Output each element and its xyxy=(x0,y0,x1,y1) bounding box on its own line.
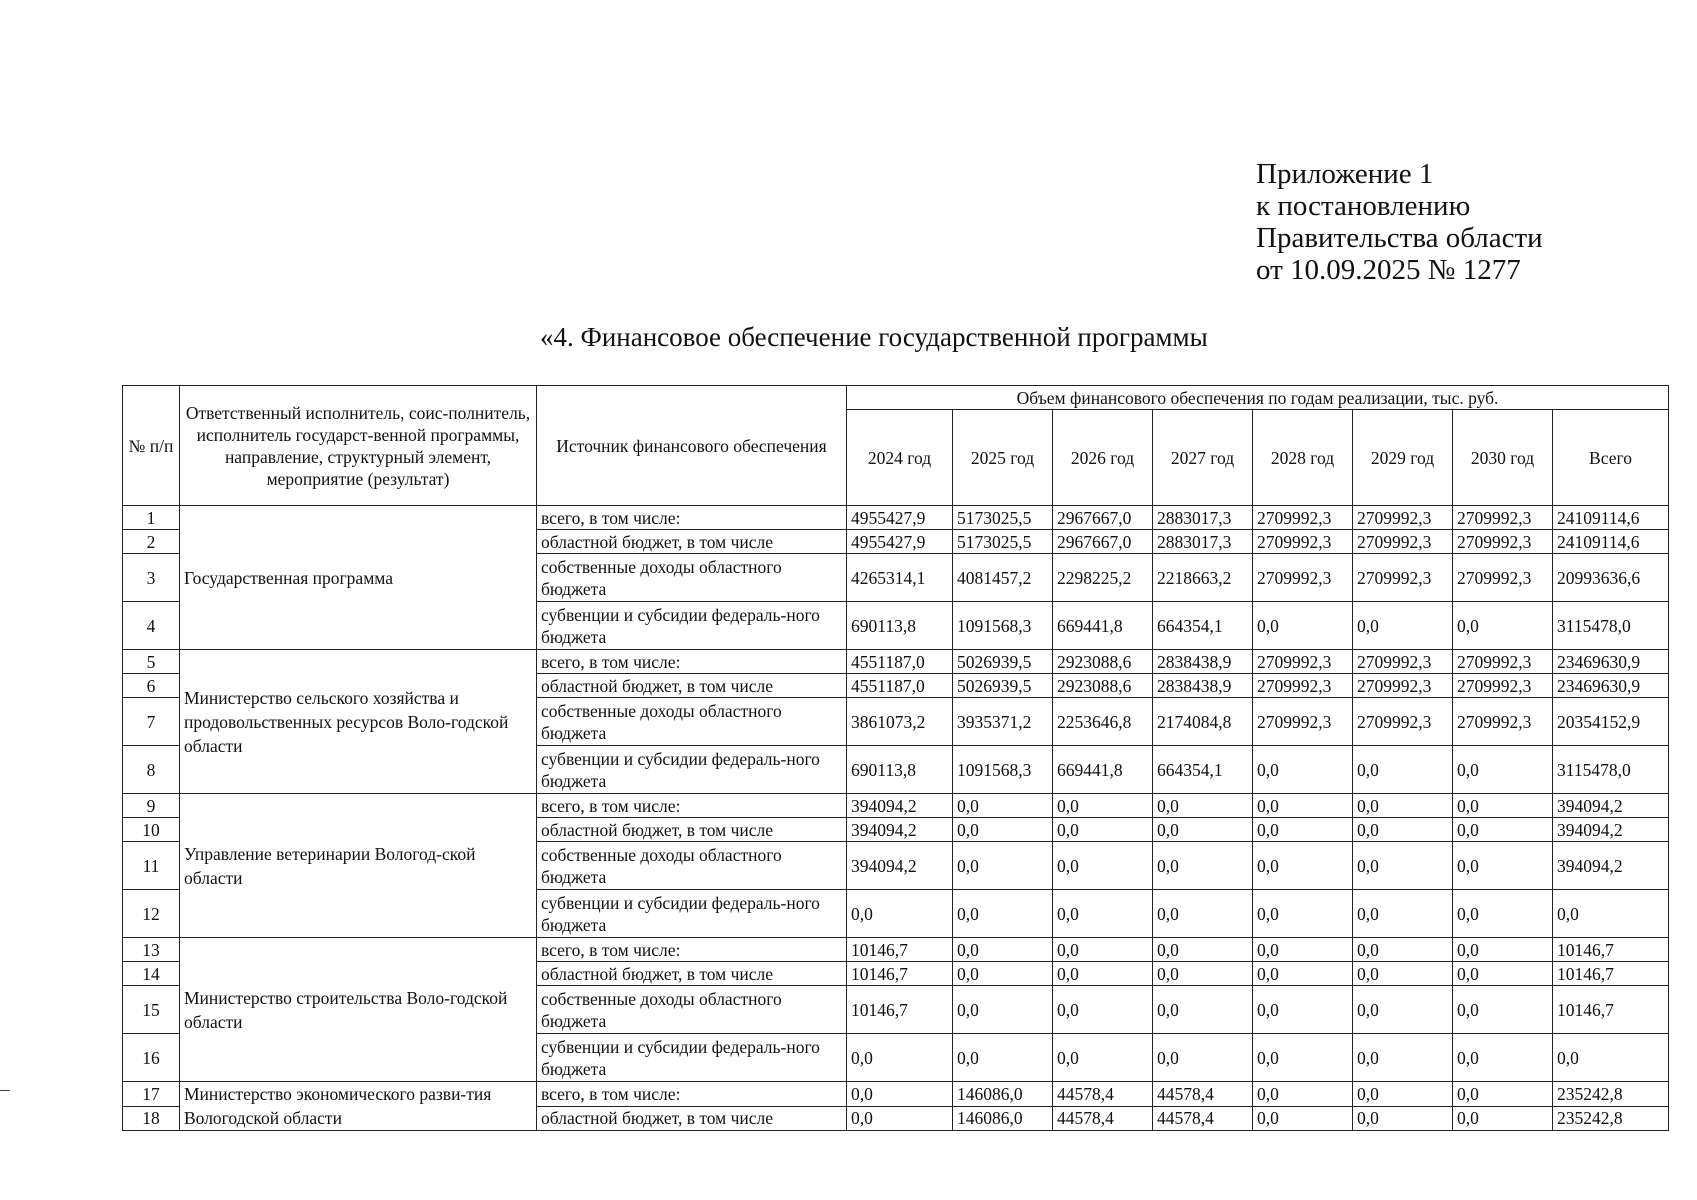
financing-table xyxy=(122,385,1669,1131)
source-cell: собственные доходы областного бюджета xyxy=(537,554,847,602)
total-cell: 23469630,9 xyxy=(1553,650,1669,674)
row-number: 14 xyxy=(123,962,180,986)
value-cell: 0,0 xyxy=(1353,986,1453,1034)
row-number: 10 xyxy=(123,818,180,842)
header-year: 2026 год xyxy=(1053,410,1153,506)
source-cell: собственные доходы областного бюджета xyxy=(537,842,847,890)
annex-block xyxy=(1256,158,1543,286)
source-cell: всего, в том числе: xyxy=(537,506,847,530)
value-cell: 0,0 xyxy=(1153,962,1253,986)
value-cell: 0,0 xyxy=(1053,890,1153,938)
row-number: 12 xyxy=(123,890,180,938)
value-cell: 10146,7 xyxy=(847,938,953,962)
value-cell: 0,0 xyxy=(1453,602,1553,650)
executor-cell: Министерство строительства Воло-годской области xyxy=(180,938,537,1082)
row-number: 17 xyxy=(123,1082,180,1107)
annex-line-3: Правительства области xyxy=(1256,222,1543,254)
row-number: 2 xyxy=(123,530,180,554)
value-cell: 4265314,1 xyxy=(847,554,953,602)
value-cell: 394094,2 xyxy=(847,794,953,818)
header-volume: Объем финансового обеспечения по годам реализации, тыс. руб. xyxy=(847,386,1669,410)
value-cell: 4551187,0 xyxy=(847,650,953,674)
value-cell: 4955427,9 xyxy=(847,530,953,554)
value-cell: 0,0 xyxy=(1153,890,1253,938)
value-cell: 4551187,0 xyxy=(847,674,953,698)
value-cell: 3935371,2 xyxy=(953,698,1053,746)
value-cell: 0,0 xyxy=(1453,794,1553,818)
value-cell: 2967667,0 xyxy=(1053,506,1153,530)
header-number: № п/п xyxy=(123,386,180,506)
total-cell: 235242,8 xyxy=(1553,1082,1669,1107)
value-cell: 10146,7 xyxy=(847,962,953,986)
value-cell: 0,0 xyxy=(847,1106,953,1131)
total-cell: 394094,2 xyxy=(1553,818,1669,842)
value-cell: 146086,0 xyxy=(953,1106,1053,1131)
value-cell: 2709992,3 xyxy=(1453,698,1553,746)
total-cell: 24109114,6 xyxy=(1553,530,1669,554)
value-cell: 0,0 xyxy=(1053,1034,1153,1082)
executor-cell: Управление ветеринарии Вологод-ской области xyxy=(180,794,537,938)
source-cell: областной бюджет, в том числе xyxy=(537,674,847,698)
header-year: 2025 год xyxy=(953,410,1053,506)
annex-line-1: Приложение 1 xyxy=(1256,158,1434,190)
value-cell: 2709992,3 xyxy=(1253,506,1353,530)
value-cell: 0,0 xyxy=(1253,794,1353,818)
value-cell: 0,0 xyxy=(1453,746,1553,794)
value-cell: 0,0 xyxy=(953,986,1053,1034)
executor-cell: Министерство сельского хозяйства и продовольственных ресурсов Воло-годской области xyxy=(180,650,537,794)
value-cell: 0,0 xyxy=(1453,842,1553,890)
value-cell: 0,0 xyxy=(1353,818,1453,842)
value-cell: 44578,4 xyxy=(1153,1082,1253,1107)
value-cell: 0,0 xyxy=(1053,794,1153,818)
row-number: 11 xyxy=(123,842,180,890)
value-cell: 394094,2 xyxy=(847,842,953,890)
value-cell: 2838438,9 xyxy=(1153,650,1253,674)
value-cell: 0,0 xyxy=(847,890,953,938)
value-cell: 2174084,8 xyxy=(1153,698,1253,746)
value-cell: 2923088,6 xyxy=(1053,650,1153,674)
annex-line-2: к постановлению xyxy=(1256,190,1471,222)
value-cell: 0,0 xyxy=(1353,962,1453,986)
value-cell: 0,0 xyxy=(1353,1034,1453,1082)
value-cell: 0,0 xyxy=(1253,890,1353,938)
total-cell: 394094,2 xyxy=(1553,842,1669,890)
total-cell: 3115478,0 xyxy=(1553,602,1669,650)
value-cell: 0,0 xyxy=(1353,1106,1453,1131)
source-cell: всего, в том числе: xyxy=(537,794,847,818)
value-cell: 2709992,3 xyxy=(1453,650,1553,674)
value-cell: 0,0 xyxy=(1053,938,1153,962)
value-cell: 2709992,3 xyxy=(1253,674,1353,698)
value-cell: 2709992,3 xyxy=(1253,650,1353,674)
value-cell: 0,0 xyxy=(1453,986,1553,1034)
value-cell: 2709992,3 xyxy=(1353,554,1453,602)
value-cell: 0,0 xyxy=(953,890,1053,938)
annex-line-4: от 10.09.2025 № 1277 xyxy=(1256,254,1521,286)
margin-mark xyxy=(0,1090,10,1091)
value-cell: 0,0 xyxy=(1353,842,1453,890)
value-cell: 0,0 xyxy=(847,1034,953,1082)
source-cell: областной бюджет, в том числе xyxy=(537,530,847,554)
value-cell: 1091568,3 xyxy=(953,746,1053,794)
value-cell: 0,0 xyxy=(953,962,1053,986)
row-number: 5 xyxy=(123,650,180,674)
value-cell: 44578,4 xyxy=(1153,1106,1253,1131)
header-year: 2030 год xyxy=(1453,410,1553,506)
value-cell: 2709992,3 xyxy=(1353,506,1453,530)
value-cell: 2709992,3 xyxy=(1353,674,1453,698)
total-cell: 20354152,9 xyxy=(1553,698,1669,746)
table-row xyxy=(123,506,1669,530)
value-cell: 0,0 xyxy=(1353,1082,1453,1107)
value-cell: 0,0 xyxy=(953,794,1053,818)
value-cell: 0,0 xyxy=(847,1082,953,1107)
source-cell: всего, в том числе: xyxy=(537,938,847,962)
value-cell: 0,0 xyxy=(1353,746,1453,794)
value-cell: 0,0 xyxy=(1253,1106,1353,1131)
value-cell: 0,0 xyxy=(1153,938,1253,962)
value-cell: 0,0 xyxy=(1253,842,1353,890)
value-cell: 0,0 xyxy=(1353,938,1453,962)
value-cell: 2709992,3 xyxy=(1453,554,1553,602)
row-number: 18 xyxy=(123,1106,180,1131)
executor-cell: Министерство экономического разви-тия Вологодской области xyxy=(180,1082,537,1131)
source-cell: субвенции и субсидии федераль-ного бюджета xyxy=(537,602,847,650)
value-cell: 669441,8 xyxy=(1053,746,1153,794)
value-cell: 2709992,3 xyxy=(1353,698,1453,746)
source-cell: всего, в том числе: xyxy=(537,650,847,674)
value-cell: 690113,8 xyxy=(847,602,953,650)
value-cell: 146086,0 xyxy=(953,1082,1053,1107)
header-year: 2029 год xyxy=(1353,410,1453,506)
value-cell: 669441,8 xyxy=(1053,602,1153,650)
table-row xyxy=(123,938,1669,962)
source-cell: субвенции и субсидии федераль-ного бюджета xyxy=(537,746,847,794)
total-cell: 0,0 xyxy=(1553,890,1669,938)
value-cell: 2923088,6 xyxy=(1053,674,1153,698)
value-cell: 2709992,3 xyxy=(1453,674,1553,698)
total-cell: 3115478,0 xyxy=(1553,746,1669,794)
value-cell: 0,0 xyxy=(1253,818,1353,842)
value-cell: 0,0 xyxy=(1153,842,1253,890)
value-cell: 2298225,2 xyxy=(1053,554,1153,602)
value-cell: 2838438,9 xyxy=(1153,674,1253,698)
header-source: Источник финансового обеспечения xyxy=(537,386,847,506)
source-cell: субвенции и субсидии федераль-ного бюджета xyxy=(537,890,847,938)
value-cell: 2709992,3 xyxy=(1453,530,1553,554)
value-cell: 5026939,5 xyxy=(953,674,1053,698)
value-cell: 2709992,3 xyxy=(1253,698,1353,746)
row-number: 6 xyxy=(123,674,180,698)
value-cell: 44578,4 xyxy=(1053,1082,1153,1107)
value-cell: 0,0 xyxy=(1253,986,1353,1034)
value-cell: 0,0 xyxy=(1253,962,1353,986)
value-cell: 0,0 xyxy=(1353,602,1453,650)
source-cell: всего, в том числе: xyxy=(537,1082,847,1107)
value-cell: 0,0 xyxy=(1253,602,1353,650)
document-title: «4. Финансовое обеспечение государственной программы xyxy=(540,322,1208,352)
value-cell: 0,0 xyxy=(1153,794,1253,818)
value-cell: 0,0 xyxy=(1353,794,1453,818)
value-cell: 0,0 xyxy=(1253,938,1353,962)
row-number: 3 xyxy=(123,554,180,602)
value-cell: 3861073,2 xyxy=(847,698,953,746)
total-cell: 23469630,9 xyxy=(1553,674,1669,698)
value-cell: 0,0 xyxy=(1253,1082,1353,1107)
total-cell: 0,0 xyxy=(1553,1034,1669,1082)
source-cell: собственные доходы областного бюджета xyxy=(537,698,847,746)
row-number: 13 xyxy=(123,938,180,962)
total-cell: 20993636,6 xyxy=(1553,554,1669,602)
value-cell: 0,0 xyxy=(1453,1082,1553,1107)
value-cell: 0,0 xyxy=(1453,818,1553,842)
value-cell: 2709992,3 xyxy=(1353,530,1453,554)
header-year: 2027 год xyxy=(1153,410,1253,506)
value-cell: 0,0 xyxy=(1153,1034,1253,1082)
row-number: 8 xyxy=(123,746,180,794)
row-number: 16 xyxy=(123,1034,180,1082)
value-cell: 394094,2 xyxy=(847,818,953,842)
value-cell: 0,0 xyxy=(1153,818,1253,842)
value-cell: 0,0 xyxy=(1453,1034,1553,1082)
total-cell: 24109114,6 xyxy=(1553,506,1669,530)
header-year: 2028 год xyxy=(1253,410,1353,506)
table-row xyxy=(123,1082,1669,1107)
row-number: 9 xyxy=(123,794,180,818)
value-cell: 0,0 xyxy=(953,938,1053,962)
value-cell: 2709992,3 xyxy=(1253,530,1353,554)
total-cell: 394094,2 xyxy=(1553,794,1669,818)
value-cell: 1091568,3 xyxy=(953,602,1053,650)
source-cell: областной бюджет, в том числе xyxy=(537,818,847,842)
source-cell: областной бюджет, в том числе xyxy=(537,962,847,986)
total-cell: 10146,7 xyxy=(1553,962,1669,986)
value-cell: 4081457,2 xyxy=(953,554,1053,602)
value-cell: 10146,7 xyxy=(847,986,953,1034)
total-cell: 235242,8 xyxy=(1553,1106,1669,1131)
table-row xyxy=(123,794,1669,818)
row-number: 7 xyxy=(123,698,180,746)
value-cell: 0,0 xyxy=(1253,746,1353,794)
value-cell: 5026939,5 xyxy=(953,650,1053,674)
value-cell: 2709992,3 xyxy=(1453,506,1553,530)
row-number: 1 xyxy=(123,506,180,530)
header-total: Всего xyxy=(1553,410,1669,506)
total-cell: 10146,7 xyxy=(1553,938,1669,962)
row-number: 15 xyxy=(123,986,180,1034)
value-cell: 0,0 xyxy=(1053,986,1153,1034)
value-cell: 5173025,5 xyxy=(953,506,1053,530)
table-row xyxy=(123,650,1669,674)
value-cell: 690113,8 xyxy=(847,746,953,794)
table-body xyxy=(123,506,1669,1131)
value-cell: 0,0 xyxy=(1453,890,1553,938)
value-cell: 2883017,3 xyxy=(1153,506,1253,530)
value-cell: 664354,1 xyxy=(1153,602,1253,650)
value-cell: 0,0 xyxy=(1053,842,1153,890)
source-cell: собственные доходы областного бюджета xyxy=(537,986,847,1034)
executor-cell: Государственная программа xyxy=(180,506,537,650)
value-cell: 0,0 xyxy=(953,1034,1053,1082)
value-cell: 2253646,8 xyxy=(1053,698,1153,746)
value-cell: 2709992,3 xyxy=(1353,650,1453,674)
value-cell: 0,0 xyxy=(1353,890,1453,938)
value-cell: 4955427,9 xyxy=(847,506,953,530)
header-year: 2024 год xyxy=(847,410,953,506)
value-cell: 0,0 xyxy=(1053,818,1153,842)
source-cell: областной бюджет, в том числе xyxy=(537,1106,847,1131)
header-executor: Ответственный исполнитель, соис-полнитель, исполнитель государст-венной программы, направление, структурный элемент, мероприятие (результат) xyxy=(180,386,537,506)
value-cell: 2218663,2 xyxy=(1153,554,1253,602)
value-cell: 0,0 xyxy=(953,842,1053,890)
value-cell: 0,0 xyxy=(1453,962,1553,986)
value-cell: 2967667,0 xyxy=(1053,530,1153,554)
row-number: 4 xyxy=(123,602,180,650)
value-cell: 2709992,3 xyxy=(1253,554,1353,602)
value-cell: 5173025,5 xyxy=(953,530,1053,554)
value-cell: 0,0 xyxy=(1253,1034,1353,1082)
value-cell: 44578,4 xyxy=(1053,1106,1153,1131)
total-cell: 10146,7 xyxy=(1553,986,1669,1034)
value-cell: 664354,1 xyxy=(1153,746,1253,794)
value-cell: 2883017,3 xyxy=(1153,530,1253,554)
source-cell: субвенции и субсидии федераль-ного бюджета xyxy=(537,1034,847,1082)
value-cell: 0,0 xyxy=(1053,962,1153,986)
value-cell: 0,0 xyxy=(1453,938,1553,962)
value-cell: 0,0 xyxy=(1153,986,1253,1034)
value-cell: 0,0 xyxy=(1453,1106,1553,1131)
value-cell: 0,0 xyxy=(953,818,1053,842)
